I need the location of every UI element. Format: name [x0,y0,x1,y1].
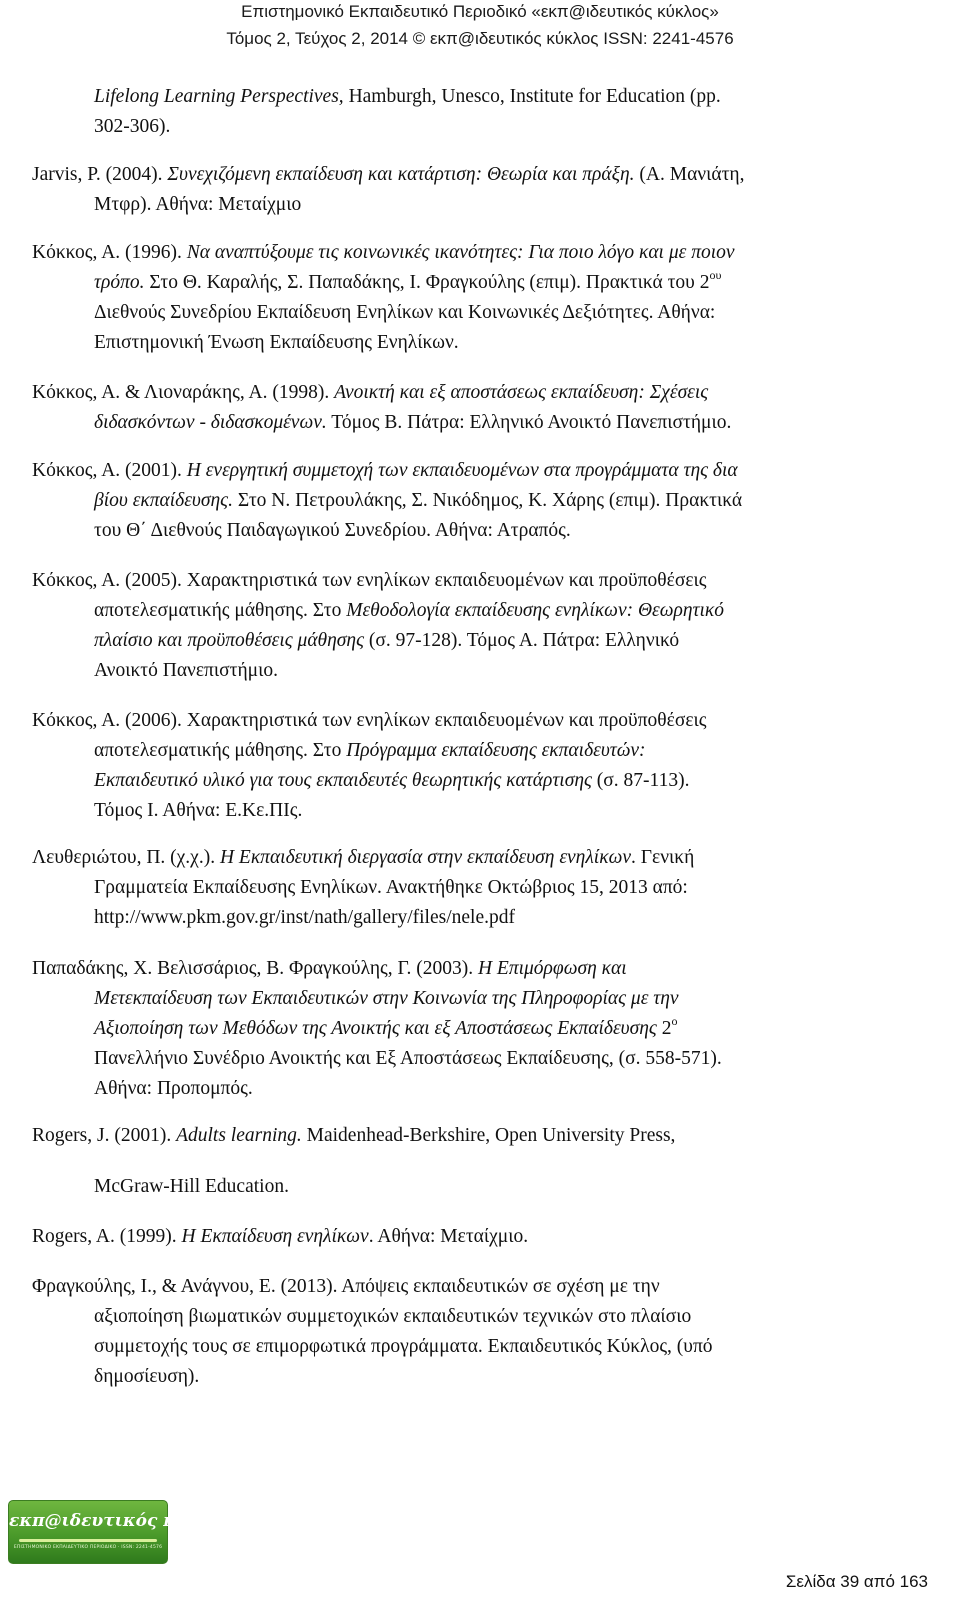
reference-entry [32,378,932,438]
reference-entry [32,1172,932,1202]
reference-line: βίου εκπαίδευσης. Στο Ν. Πετρουλάκης, Σ. Νικόδημος, Κ. Χάρης (επιμ). Πρακτικά [94,490,743,511]
reference-line: συμμετοχής τους σε επιμορφωτικά προγράμματα. Εκπαιδευτικός Κύκλος, (υπό [94,1336,713,1357]
reference-entry [32,238,932,358]
reference-line: Αθήνα: Προπομπός. [94,1078,253,1099]
reference-line: Jarvis, P. (2004). Συνεχιζόμενη εκπαίδευση και κατάρτιση: Θεωρία και πράξη. (Α. Μανιάτη, [32,164,745,185]
reference-entry [32,160,932,220]
journal-title: Επιστημονικό Εκπαιδευτικό Περιοδικό «εκπ@ιδευτικός κύκλος» [241,2,719,21]
reference-line: αποτελεσματικής μάθησης. Στο Μεθοδολογία εκπαίδευσης ενηλίκων: Θεωρητικό [94,600,725,621]
reference-line: Κόκκος, Α. (2001). Η ενεργητική συμμετοχή των εκπαιδευομένων στα προγράμματα της δια [32,460,738,481]
reference-line: 302-306). [94,116,171,137]
reference-line: Κόκκος, Α. (2005). Χαρακτηριστικά των ενηλίκων εκπαιδευομένων και προϋποθέσεις [32,570,707,591]
reference-entry [32,1272,932,1392]
reference-line: Παπαδάκης, Χ. Βελισσάριος, Β. Φραγκούλης, Γ. (2003). Η Επιμόρφωση και [32,958,627,979]
reference-line: του Θ΄ Διεθνούς Παιδαγωγικού Συνεδρίου. Αθήνα: Ατραπός. [94,520,571,541]
reference-entry [32,1121,932,1151]
reference-entry [32,82,932,142]
journal-logo [8,1500,235,1564]
reference-line: Κόκκος, Α. & Λιοναράκης, Α. (1998). Ανοικτή και εξ αποστάσεως εκπαίδευση: Σχέσεις [32,382,709,403]
reference-line: Εκπαιδευτικό υλικό για τους εκπαιδευτές θεωρητικής κατάρτισης (σ. 87-113). [94,770,690,791]
reference-entry [32,706,932,826]
reference-entry [32,843,932,933]
reference-line: αποτελεσματικής μάθησης. Στο Πρόγραμμα εκπαίδευσης εκπαιδευτών: [94,740,646,761]
reference-line: Λευθεριώτου, Π. (χ.χ.). Η Εκπαιδευτική διεργασία στην εκπαίδευση ενηλίκων. Γενική [32,847,695,868]
reference-line: Rogers, A. (1999). Η Εκπαίδευση ενηλίκων. Αθήνα: Μεταίχμιο. [32,1226,529,1247]
logo-subtitle: ΕΠΙΣΤΗΜΟΝΙΚΟ ΕΚΠΑΙΔΕΥΤΙΚΟ ΠΕΡΙΟΔΙΚΟ · ISSN: 2241-4576 [13,1545,163,1550]
reference-line: Κόκκος, Α. (2006). Χαρακτηριστικά των ενηλίκων εκπαιδευομένων και προϋποθέσεις [32,710,707,731]
reference-line: Τόμος Ι. Αθήνα: Ε.Κε.ΠΙς. [94,800,303,821]
reference-entry [32,954,932,1104]
logo-swoosh [19,1539,157,1542]
reference-line: δημοσίευση). [94,1366,200,1387]
reference-entry [32,1222,932,1252]
reference-line: Αξιοποίηση των Μεθόδων της Ανοικτής και εξ Αποστάσεως Εκπαίδευσης $2^o$ [94,1014,678,1039]
reference-line: Φραγκούλης, Ι., & Ανάγνου, Ε. (2013). Απόψεις εκπαιδευτικών σε σχέση με την [32,1276,660,1297]
reference-line: McGraw-Hill Education. [94,1176,289,1197]
reference-line: Κόκκος, Α. (1996). Να αναπτύξουμε τις κοινωνικές ικανότητες: Για ποιο λόγο και με ποιον [32,242,735,263]
reference-line: Μτφρ). Αθήνα: Μεταίχμιο [94,194,302,215]
reference-line: Πανελλήνιο Συνέδριο Ανοικτής και Εξ Αποστάσεως Εκπαίδευσης, (σ. 558-571). [94,1048,722,1069]
reference-line: Ανοικτό Πανεπιστήμιο. [94,660,279,681]
reference-line: Μετεκπαίδευση των Εκπαιδευτικών στην Κοινωνία της Πληροφορίας με την [94,988,679,1009]
reference-line: Rogers, J. (2001). Adults learning. Maidenhead-Berkshire, Open University Press, [32,1125,676,1146]
reference-entry [32,456,932,546]
reference-line: Επιστημονική Ένωση Εκπαίδευσης Ενηλίκων. [94,332,459,353]
page-number: Σελίδα 39 από 163 [785,1572,928,1591]
reference-line: διδασκόντων - διδασκομένων. Τόμος Β. Πάτρα: Ελληνικό Ανοικτό Πανεπιστήμιο. [94,412,732,433]
reference-line: Γραμματεία Εκπαίδευσης Ενηλίκων. Ανακτήθηκε Οκτώβριος 15, 2013 από: [94,877,688,898]
reference-url-link[interactable]: http://www.pkm.gov.gr/inst/nath/gallery/files/nele.pdf [94,907,515,928]
journal-issue-info: Τόμος 2, Τεύχος 2, 2014 © εκπ@ιδευτικός κύκλος ISSN: 2241-4576 [226,29,734,48]
reference-line: αξιοποίηση βιωματικών συμμετοχικών εκπαιδευτικών τεχνικών στο πλαίσιο [94,1306,692,1327]
logo-title: εκπ@ιδευτικός κύκλος [9,1511,235,1531]
reference-entry [32,566,932,686]
reference-line: Lifelong Learning Perspectives, Hamburgh, Unesco, Institute for Education (pp. [94,86,721,107]
reference-line: Διεθνούς Συνεδρίου Εκπαίδευση Ενηλίκων και Κοινωνικές Δεξιότητες. Αθήνα: [94,302,716,323]
reference-line: πλαίσιο και προϋποθέσεις μάθησης (σ. 97-128). Τόμος Α. Πάτρα: Ελληνικό [94,630,680,651]
reference-line: τρόπο. Στο Θ. Καραλής, Σ. Παπαδάκης, Ι. Φραγκούλης (επιμ). Πρακτικά του $2^{o\upsilon}$ [94,268,722,293]
